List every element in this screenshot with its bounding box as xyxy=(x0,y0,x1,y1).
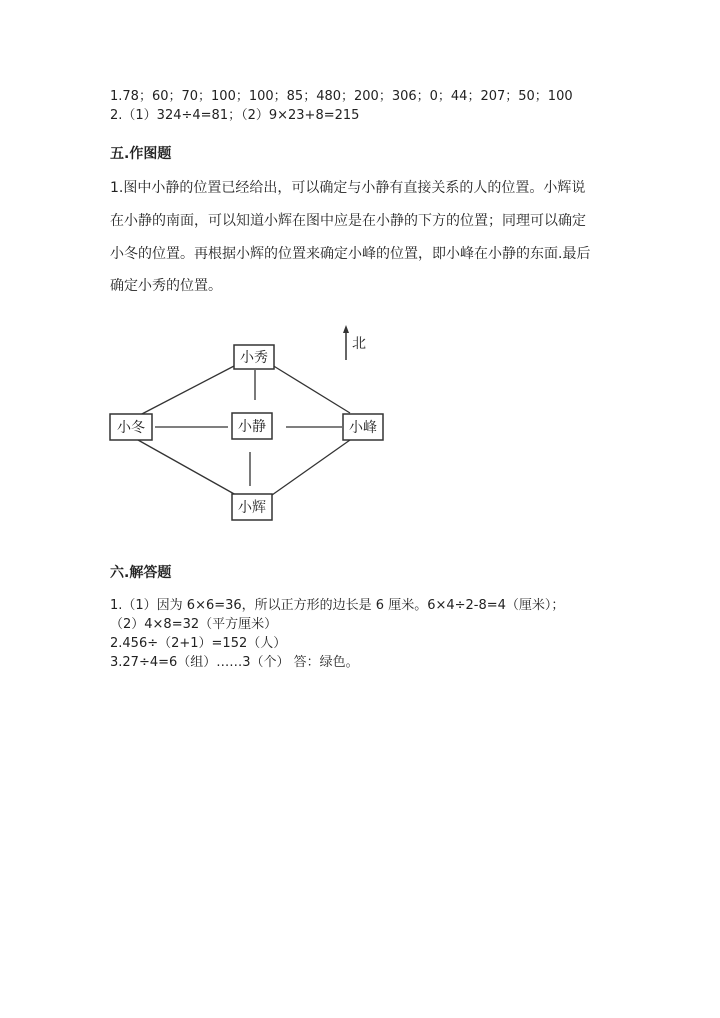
north-arrow-icon xyxy=(343,325,349,360)
node-bottom xyxy=(232,494,272,520)
node-left xyxy=(110,414,152,440)
answer-line-2: 2.（1）324÷4=81；（2）9×23+8=215 xyxy=(110,108,360,123)
solution-line-1: 1.（1）因为 6×6=36，所以正方形的边长是 6 厘米。6×4÷2-8=4（厘米）； xyxy=(110,598,565,613)
node-center xyxy=(232,413,272,439)
position-diagram xyxy=(100,320,400,530)
node-right xyxy=(343,414,383,440)
answer-line-1: 1.78；60；70；100；100；85；480；200；306；0；44；207；50；100 xyxy=(110,89,573,104)
node-top-label: 小秀 xyxy=(240,350,268,366)
explanation-line-3: 小冬的位置。再根据小辉的位置来确定小峰的位置，即小峰在小静的东面.最后 xyxy=(110,246,591,262)
line-top-right xyxy=(272,365,350,413)
section-heading-drawing: 五.作图题 xyxy=(110,146,172,162)
explanation-line-2: 在小静的南面，可以知道小辉在图中应是在小静的下方的位置；同理可以确定 xyxy=(110,213,586,229)
solution-line-3: 2.456÷（2+1）=152（人） xyxy=(110,636,287,651)
line-top-left xyxy=(138,365,236,416)
explanation-line-4: 确定小秀的位置。 xyxy=(110,278,222,294)
node-bottom-label: 小辉 xyxy=(238,500,266,516)
node-center-label: 小静 xyxy=(238,419,266,435)
line-bottom-left xyxy=(138,440,236,495)
line-bottom-right xyxy=(272,440,350,495)
explanation-line-1: 1.图中小静的位置已经给出，可以确定与小静有直接关系的人的位置。小辉说 xyxy=(110,180,586,196)
node-right-label: 小峰 xyxy=(349,420,377,436)
solution-line-2: （2）4×8=32（平方厘米） xyxy=(110,617,278,632)
section-heading-answers: 六.解答题 xyxy=(110,565,172,581)
node-left-label: 小冬 xyxy=(117,420,145,436)
node-top xyxy=(234,345,274,369)
solution-line-4: 3.27÷4=6（组）……3（个） 答：绿色。 xyxy=(110,655,359,670)
north-label: 北 xyxy=(352,336,366,352)
